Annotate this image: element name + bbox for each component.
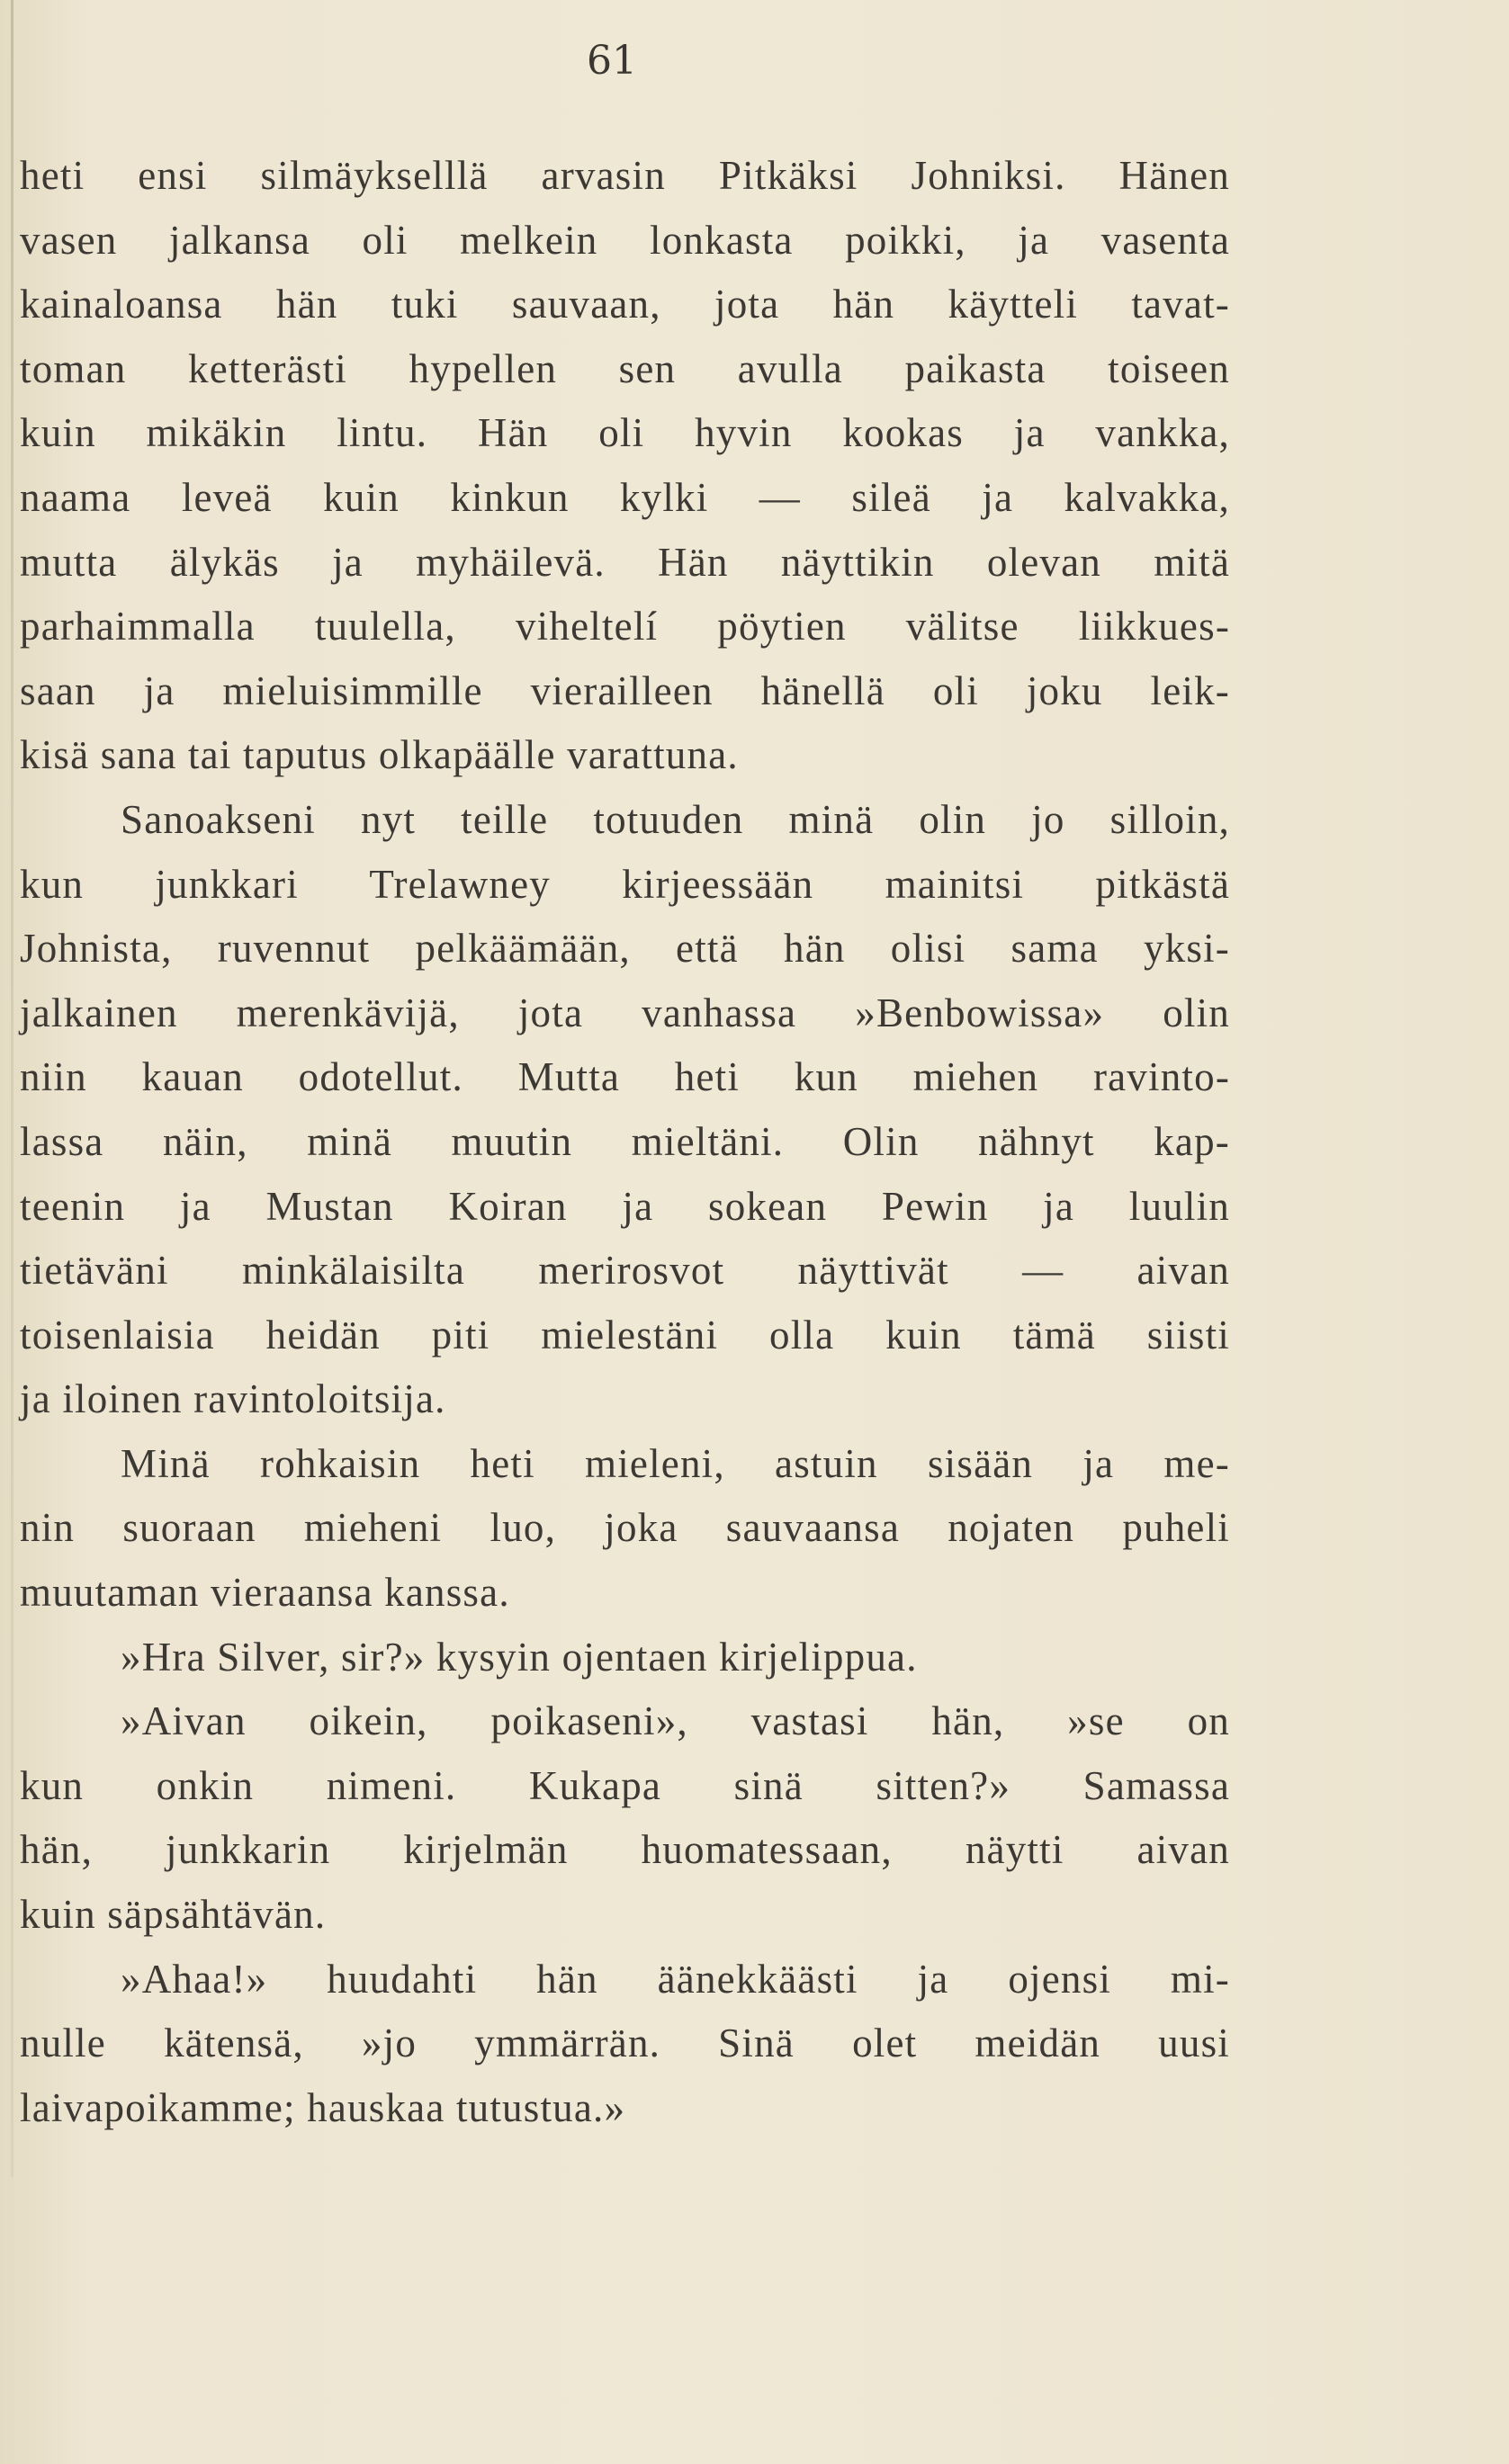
text-line: mutta älykäs ja myhäilevä. Hän näyttikin olevan mitä xyxy=(20,539,1230,585)
text-line: kuin säpsähtävän. xyxy=(20,1892,327,1938)
text-line: tietäväni minkälaisilta merirosvot näyttivät — aivan xyxy=(20,1248,1230,1294)
text-line: naama leveä kuin kinkun kylki — sileä ja kalvakka, xyxy=(20,474,1230,520)
text-line: laivapoikamme; hauskaa tutustua.» xyxy=(20,2084,626,2130)
text-line: Minä rohkaisin heti mieleni, astuin sisään ja me- xyxy=(121,1440,1230,1486)
text-line: kuin mikäkin lintu. Hän oli hyvin kookas ja vankka, xyxy=(20,410,1230,456)
binding-edge xyxy=(11,0,13,2177)
text-line: hän, junkkarin kirjelmän huomatessaan, näytti aivan xyxy=(20,1827,1230,1873)
text-line: parhaimmalla tuulella, viheltelí pöytien välitse liikkues- xyxy=(20,604,1230,650)
text-line: »Aivan oikein, poikaseni», vastasi hän, »se on xyxy=(121,1698,1230,1744)
text-line: Sanoakseni nyt teille totuuden minä olin jo silloin, xyxy=(121,796,1230,842)
text-line: Johnista, ruvennut pelkäämään, että hän olisi sama yksi- xyxy=(20,926,1230,972)
text-line: lassa näin, minä muutin mieltäni. Olin nähnyt kap- xyxy=(20,1118,1230,1164)
text-line: »Ahaa!» huudahti hän äänekkäästi ja ojensi mi- xyxy=(121,1956,1230,2002)
text-line: nulle kätensä, »jo ymmärrän. Sinä olet meidän uusi xyxy=(20,2020,1230,2066)
text-line: jalkainen merenkävijä, jota vanhassa »Benbowissa» olin xyxy=(20,990,1230,1035)
text-line: heti ensi silmäykselllä arvasin Pitkäksi Johniksi. Hänen xyxy=(20,153,1230,198)
text-line: niin kauan odotellut. Mutta heti kun miehen ravinto- xyxy=(20,1054,1230,1100)
text-line: kun onkin nimeni. Kukapa sinä sitten?» Samassa xyxy=(20,1762,1230,1808)
text-line: kisä sana tai taputus olkapäälle varattuna. xyxy=(20,732,739,778)
text-line: toisenlaisia heidän piti mielestäni olla kuin tämä siisti xyxy=(20,1312,1230,1357)
text-line: »Hra Silver, sir?» kysyin ojentaen kirjelippua. xyxy=(121,1634,918,1680)
text-line: muutaman vieraansa kanssa. xyxy=(20,1570,510,1616)
body-text xyxy=(20,144,1230,2140)
text-line: ja iloinen ravintoloitsija. xyxy=(20,1376,446,1422)
text-line: kun junkkari Trelawney kirjeessään mainitsi pitkästä xyxy=(20,861,1230,907)
text-line: saan ja mieluisimmille vierailleen hänellä oli joku leik- xyxy=(20,668,1230,713)
text-line: nin suoraan mieheni luo, joka sauvaansa nojaten puheli xyxy=(20,1505,1230,1551)
text-line: teenin ja Mustan Koiran ja sokean Pewin ja luulin xyxy=(20,1183,1230,1229)
text-line: kainaloansa hän tuki sauvaan, jota hän käytteli tavat- xyxy=(20,282,1230,327)
text-line: toman ketterästi hypellen sen avulla paikasta toiseen xyxy=(20,345,1230,391)
page-number: 61 xyxy=(587,38,637,84)
text-line: vasen jalkansa oli melkein lonkasta poikki, ja vasenta xyxy=(20,217,1230,263)
